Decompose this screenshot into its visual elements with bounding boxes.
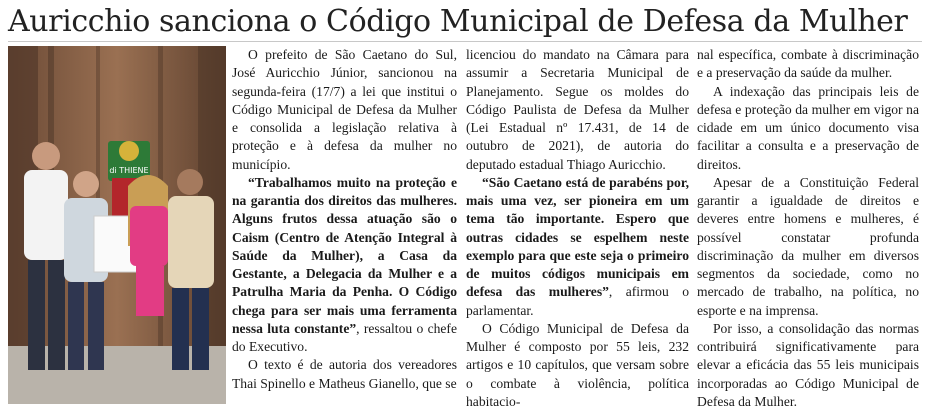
article-photo bbox=[8, 46, 226, 404]
paragraph: nal específica, combate à discriminação e a preservação da saúde da mulher. bbox=[697, 47, 919, 81]
quote: “São Caetano está de parabéns por, mais uma vez, ser pioneira em um tema tão importante. Espero que outras cidades se espelhem neste exemplo para que este seja o primeiro de muitos códigos municipais em defesa das mulheres” bbox=[466, 174, 689, 300]
banner-text: di THIENE bbox=[109, 166, 149, 175]
quote: “Trabalhamos muito na proteção e na garantia dos direitos das mulheres. Alguns frutos dessa atuação são o Caism (Centro de Atenção Integral à Saúde da Mulher), a Casa da Gestante, a Delegacia da Mulher e a Patrulha Maria da Penha. O Código chega para ser mais uma ferramenta nessa luta constante” bbox=[232, 174, 457, 336]
attribution: , afirmou o parlamentar. bbox=[466, 284, 689, 318]
paragraph bbox=[232, 174, 457, 357]
headline-rule bbox=[8, 41, 922, 42]
paragraph: O prefeito de São Caetano do Sul, José Auricchio Júnior, sancionou na segunda-feira (17/7) a lei que institui o Código Municipal de Defesa da Mulher e consolida a legislação relativa à proteção e à defesa da mulher no município. bbox=[232, 47, 457, 172]
attribution: , ressaltou o chefe do Executivo. bbox=[232, 320, 457, 354]
paragraph: Por isso, a consolidação das normas contribuirá significativamente para elevar a eficácia das 55 leis municipais incorporadas ao Código Municipal de Defesa da Mulher. bbox=[697, 320, 919, 409]
paragraph: licenciou do mandato na Câmara para assumir a Secretaria Municipal de Planejamento. Segue os moldes do Código Paulista de Defesa da Mulher (Lei Estadual nº 17.431, de 14 de outubro de 2021), de autoria do deputado estadual Thiago Auricchio. bbox=[466, 47, 689, 172]
text-column-1 bbox=[232, 46, 457, 410]
paragraph: O texto é de autoria dos vereadores Thai Spinello e Matheus Gianello, que se bbox=[232, 357, 457, 391]
text-column-2 bbox=[466, 46, 689, 410]
paragraph: A indexação das principais leis de defesa e proteção da mulher em vigor na cidade em um único documento visa facilitar a consulta e a preservação de direitos. bbox=[697, 83, 919, 172]
paragraph: Apesar de a Constituição Federal garantir a igualdade de direitos e deveres entre homens e mulheres, é possível constatar profunda discriminação da mulher em diversos segmentos da sociedade, como no mercado de trabalho, na política, no esporte e na imprensa. bbox=[697, 174, 919, 318]
headline: Auricchio sanciona o Código Municipal de Defesa da Mulher bbox=[8, 4, 908, 39]
paragraph bbox=[466, 174, 689, 320]
text-column-3 bbox=[697, 46, 919, 410]
paragraph: O Código Municipal de Defesa da Mulher é composto por 55 leis, 232 artigos e 10 capítulos, que versam sobre o combate à violência, política habitacio- bbox=[466, 320, 689, 409]
